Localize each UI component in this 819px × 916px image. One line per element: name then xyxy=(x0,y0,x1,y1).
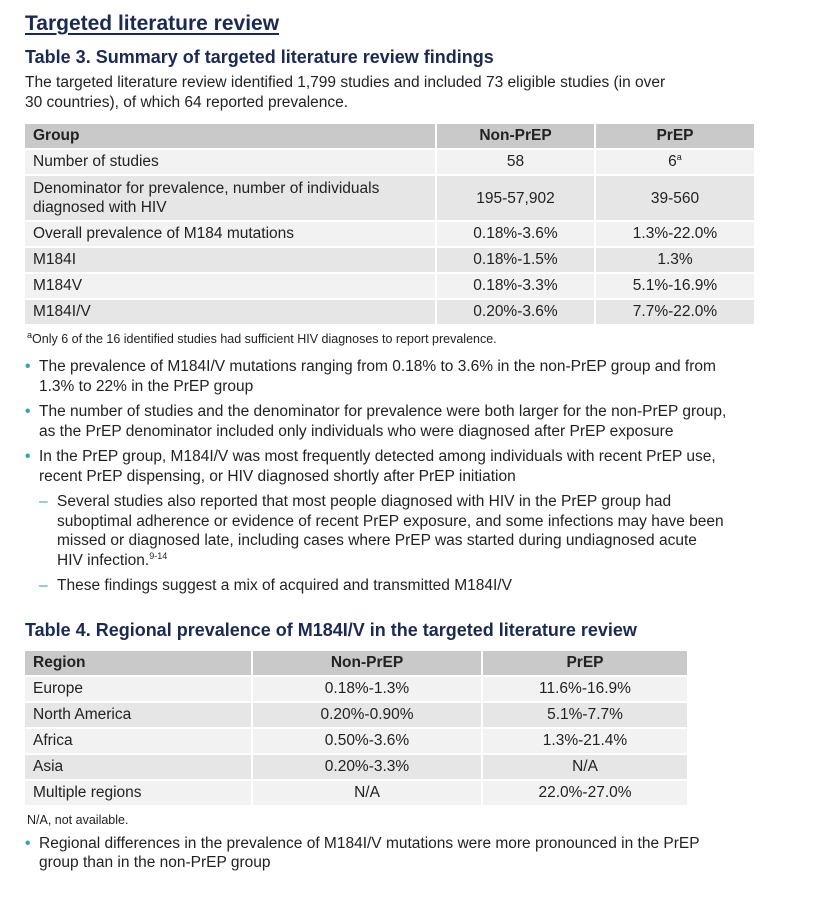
bullet-dash-icon: – xyxy=(39,493,48,510)
header-prep: PrEP xyxy=(596,124,754,148)
table-row xyxy=(25,300,754,324)
row-label xyxy=(25,176,435,220)
intro-line-2: 30 countries), of which 64 reported prevalence. xyxy=(25,93,349,111)
bullet-line-2: as the PrEP denominator included only individuals who were diagnosed after PrEP exposure xyxy=(39,422,674,440)
table4-footnote: N/A, not available. xyxy=(27,812,129,827)
page xyxy=(25,10,770,873)
table3 xyxy=(23,122,756,326)
table4-title: Table 4. Regional prevalence of M184I/V in the targeted literature review xyxy=(25,619,637,640)
sub-line-2: suboptimal adherence or evidence of recent PrEP exposure, and some infections may have been xyxy=(57,512,724,530)
table-row xyxy=(25,755,687,779)
region-label: Europe xyxy=(25,677,251,701)
row-label: Overall prevalence of M184 mutations xyxy=(25,222,435,246)
prep-value xyxy=(596,150,754,174)
bullet-line-2: 1.3% to 22% in the PrEP group xyxy=(39,377,254,395)
prep-value: 1.3% xyxy=(596,248,754,272)
row-label-line-1: Denominator for prevalence, number of individuals xyxy=(33,180,380,197)
list-item xyxy=(25,834,770,873)
prep-value: 1.3%-22.0% xyxy=(596,222,754,246)
prep-value: 7.7%-22.0% xyxy=(596,300,754,324)
intro-line-1: The targeted literature review identified 1,799 studies and included 73 eligible studies (in over xyxy=(25,74,666,91)
non-prep-value: N/A xyxy=(253,781,481,805)
non-prep-value: 195-57,902 xyxy=(437,176,594,220)
non-prep-value: 0.20%-3.6% xyxy=(437,300,594,324)
table-row xyxy=(25,703,687,727)
table-row xyxy=(25,176,754,220)
prep-value: 39-560 xyxy=(596,176,754,220)
prep-value: N/A xyxy=(483,755,687,779)
table-row xyxy=(25,729,687,753)
non-prep-value: 0.18%-3.3% xyxy=(437,274,594,298)
table-row xyxy=(25,150,754,174)
sub-line-1: Several studies also reported that most people diagnosed with HIV in the PrEP group had xyxy=(57,493,672,510)
bullet-dot-icon: • xyxy=(25,358,31,375)
prep-value: 1.3%-21.4% xyxy=(483,729,687,753)
table-row xyxy=(25,781,687,805)
prep-value-text: 6 xyxy=(668,153,677,170)
list-item xyxy=(25,492,770,570)
header-region: Region xyxy=(25,651,251,675)
prep-value: 22.0%-27.0% xyxy=(483,781,687,805)
region-label: Asia xyxy=(25,755,251,779)
sub-line-4: HIV infection. xyxy=(57,551,150,569)
sub-line-3: missed or diagnosed late, including cases where PrEP was started during undiagnosed acute xyxy=(57,532,697,549)
non-prep-value: 0.18%-1.5% xyxy=(437,248,594,272)
bullet-dot-icon: • xyxy=(25,448,31,465)
table4-header-row xyxy=(25,651,687,675)
prep-value: 5.1%-16.9% xyxy=(596,274,754,298)
bullet-line-1: The number of studies and the denominator for prevalence were both larger for the non-PrEP group, xyxy=(39,403,727,420)
bullet-line-1: In the PrEP group, M184I/V was most frequently detected among individuals with recent PrEP use, xyxy=(39,448,716,465)
table3-intro xyxy=(25,73,770,112)
bullet-line-1: The prevalence of M184I/V mutations ranging from 0.18% to 3.6% in the non-PrEP group and from xyxy=(39,358,716,375)
region-label: North America xyxy=(25,703,251,727)
list-item xyxy=(25,576,770,596)
row-label: Number of studies xyxy=(25,150,435,174)
footnote-text: Only 6 of the 16 identified studies had sufficient HIV diagnoses to report prevalence. xyxy=(32,332,497,346)
header-prep: PrEP xyxy=(483,651,687,675)
table-row xyxy=(25,274,754,298)
list-item xyxy=(25,402,770,441)
table-row xyxy=(25,222,754,246)
table3-footnote xyxy=(27,331,770,347)
table3-header-row xyxy=(25,124,754,148)
bullet-line-2: recent PrEP dispensing, or HIV diagnosed shortly after PrEP initiation xyxy=(39,467,516,485)
list-item xyxy=(25,447,770,596)
sub-line-1: These findings suggest a mix of acquired and transmitted M184I/V xyxy=(57,577,512,594)
prep-value: 11.6%-16.9% xyxy=(483,677,687,701)
prep-value: 5.1%-7.7% xyxy=(483,703,687,727)
non-prep-value: 0.50%-3.6% xyxy=(253,729,481,753)
findings-bullet-list xyxy=(25,357,770,596)
citation-marker: 9-14 xyxy=(149,550,168,561)
table-row xyxy=(25,248,754,272)
bullet-dash-icon: – xyxy=(39,577,48,594)
bullet-line-1: Regional differences in the prevalence of M184I/V mutations were more pronounced in the PrEP xyxy=(39,834,700,852)
non-prep-value: 0.20%-3.3% xyxy=(253,755,481,779)
non-prep-value: 0.18%-1.3% xyxy=(253,677,481,701)
list-item xyxy=(25,357,770,396)
header-group: Group xyxy=(25,124,435,148)
section-title: Targeted literature review xyxy=(25,12,280,35)
row-label: M184I xyxy=(25,248,435,272)
sub-bullet-list xyxy=(39,492,770,596)
non-prep-value: 0.18%-3.6% xyxy=(437,222,594,246)
bullet-line-2: group than in the non-PrEP group xyxy=(39,854,271,871)
header-non-prep: Non-PrEP xyxy=(437,124,594,148)
region-label: Multiple regions xyxy=(25,781,251,805)
regional-bullet-list xyxy=(25,834,770,873)
header-non-prep: Non-PrEP xyxy=(253,651,481,675)
non-prep-value: 0.20%-0.90% xyxy=(253,703,481,727)
row-label: M184V xyxy=(25,274,435,298)
footnote-marker: a xyxy=(676,151,682,162)
table3-title: Table 3. Summary of targeted literature review findings xyxy=(25,47,494,67)
region-label: Africa xyxy=(25,729,251,753)
table-row xyxy=(25,677,687,701)
table4 xyxy=(23,649,689,807)
bullet-dot-icon: • xyxy=(25,403,31,420)
non-prep-value: 58 xyxy=(437,150,594,174)
row-label: M184I/V xyxy=(25,300,435,324)
bullet-dot-icon: • xyxy=(25,834,31,852)
footnote-marker: a xyxy=(27,329,33,340)
row-label-line-2: diagnosed with HIV xyxy=(33,199,167,216)
